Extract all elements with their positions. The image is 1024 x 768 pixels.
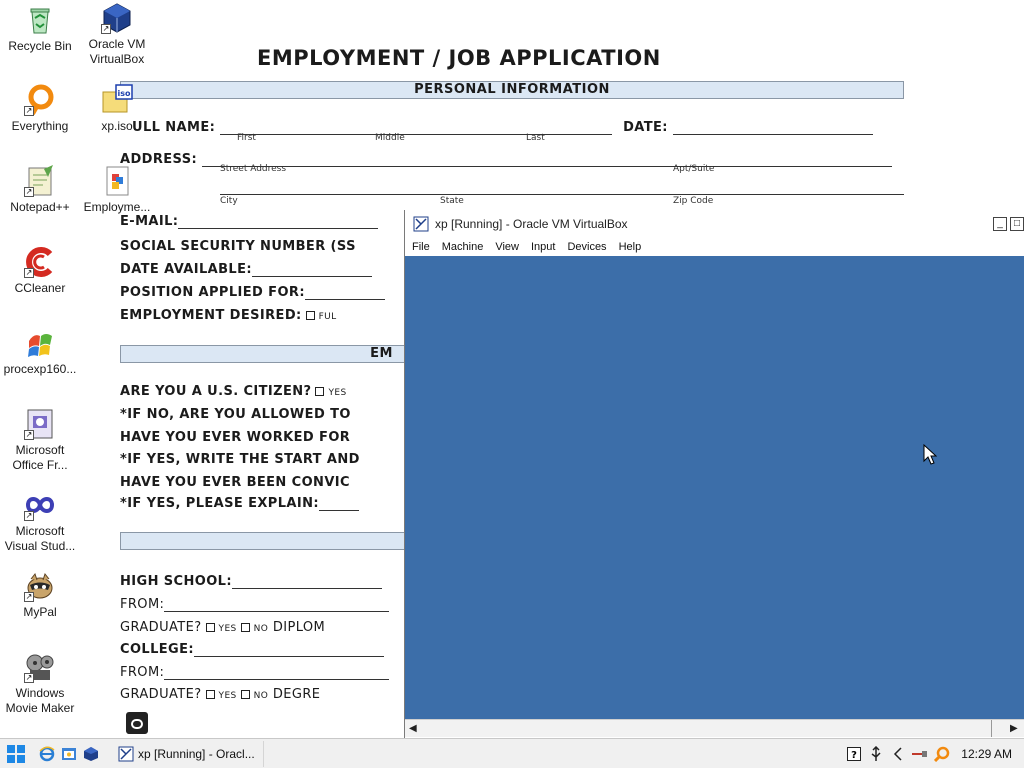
- desktop-icon-xp-iso[interactable]: iso xp.iso: [77, 84, 157, 134]
- date-available-row: DATE AVAILABLE:: [120, 262, 372, 277]
- taskbar-item-virtualbox[interactable]: [112, 741, 264, 767]
- quicklaunch-ie-icon[interactable]: [36, 743, 58, 765]
- menu-input[interactable]: Input: [530, 240, 556, 253]
- desktop-icon-ms-office-fr[interactable]: ↗ Microsoft Office Fr...: [0, 408, 80, 473]
- desktop-icon-employment-doc[interactable]: Employme...: [77, 165, 157, 215]
- position-row: POSITION APPLIED FOR:: [120, 285, 385, 300]
- date-label: DATE:: [623, 120, 668, 135]
- desktop-icon-everything[interactable]: ↗ Everything: [0, 84, 80, 134]
- office-framework-icon: ↗: [24, 408, 56, 440]
- desktop-icon-movie-maker[interactable]: ↗ Windows Movie Maker: [0, 651, 80, 716]
- virtualbox-task-icon: [118, 746, 134, 762]
- help-icon[interactable]: [845, 745, 863, 763]
- allowed-row: *IF NO, ARE YOU ALLOWED TO: [120, 407, 351, 422]
- maximize-button[interactable]: □: [1010, 217, 1024, 231]
- email-row: E-MAIL:: [120, 214, 378, 229]
- scroll-left-arrow-icon[interactable]: ◀: [409, 723, 417, 734]
- horizontal-scrollbar[interactable]: [405, 719, 1024, 737]
- last-caption: Last: [526, 133, 545, 143]
- taskbar: [0, 738, 1024, 768]
- middle-caption: Middle: [375, 133, 405, 143]
- desktop-icon-ccleaner[interactable]: ↗ CCleaner: [0, 246, 80, 296]
- menu-file[interactable]: File: [412, 240, 430, 253]
- start-end-row: *IF YES, WRITE THE START AND: [120, 452, 360, 467]
- menu-help[interactable]: Help: [618, 240, 642, 253]
- college-row: COLLEGE:: [120, 642, 384, 657]
- hs-graduate-row: GRADUATE? YES NO DIPLOM: [120, 620, 326, 635]
- usb-device-icon[interactable]: [867, 745, 885, 763]
- document-file-icon: [101, 165, 133, 197]
- first-caption: First: [237, 133, 256, 143]
- vm-menubar: [405, 237, 1024, 256]
- desktop-icon-virtualbox[interactable]: ↗ Oracle VM VirtualBox: [77, 2, 157, 67]
- virtualbox-window-icon: [413, 216, 429, 232]
- svg-text:?: ?: [851, 750, 858, 761]
- virtualbox-vm-window[interactable]: [404, 210, 1024, 738]
- taskbar-item-label: xp [Running] - Oracl...: [138, 746, 255, 761]
- high-school-row: HIGH SCHOOL:: [120, 574, 382, 589]
- iso-file-icon: [101, 84, 133, 116]
- college-graduate-row: GRADUATE? YES NO DEGRE: [120, 687, 321, 702]
- menu-view[interactable]: View: [495, 240, 519, 253]
- system-tray: [841, 739, 1024, 768]
- city-caption: City: [220, 196, 238, 206]
- window-title-bar[interactable]: [405, 210, 1024, 237]
- vm-display[interactable]: [405, 256, 1024, 719]
- windows-logo-icon: [7, 745, 25, 763]
- full-name-label: ULL NAME:: [132, 120, 216, 135]
- notepadpp-icon: ↗: [24, 165, 56, 197]
- quicklaunch-virtualbox-icon[interactable]: [80, 743, 102, 765]
- zip-caption: Zip Code: [673, 196, 714, 206]
- address-label: ADDRESS:: [120, 152, 198, 167]
- employment-desired-row: EMPLOYMENT DESIRED: FUL: [120, 308, 337, 323]
- taskbar-clock[interactable]: 12:29 AM: [961, 747, 1012, 761]
- desktop-icon-ms-visual-studio[interactable]: ↗ Microsoft Visual Stud...: [0, 489, 80, 554]
- desktop-icon-recycle-bin[interactable]: Recycle Bin: [0, 4, 80, 54]
- ssn-row: SOCIAL SECURITY NUMBER (SS: [120, 239, 356, 254]
- visual-studio-icon: ↗: [24, 489, 56, 521]
- process-explorer-icon: [24, 327, 56, 359]
- explain-row: *IF YES, PLEASE EXPLAIN:: [120, 496, 359, 511]
- state-caption: State: [440, 196, 464, 206]
- start-button[interactable]: [0, 739, 32, 768]
- network-cable-icon[interactable]: [911, 745, 929, 763]
- menu-machine[interactable]: Machine: [441, 240, 484, 253]
- street-caption: Street Address: [220, 164, 287, 174]
- quicklaunch-explorer-icon[interactable]: [58, 743, 80, 765]
- chevron-left-icon[interactable]: [889, 745, 907, 763]
- document-footer-icon: [126, 712, 148, 734]
- ccleaner-icon: ↗: [24, 246, 56, 278]
- movie-maker-icon: ↗: [24, 651, 56, 683]
- mouse-cursor-icon: [923, 444, 937, 466]
- personal-information-header: PERSONAL INFORMATION: [120, 81, 904, 99]
- virtualbox-icon: ↗: [101, 2, 133, 34]
- college-from-row: FROM:: [120, 665, 389, 680]
- minimize-button[interactable]: _: [993, 217, 1007, 231]
- desktop-icon-notepadpp[interactable]: ↗ Notepad++: [0, 165, 80, 215]
- worked-for-row: HAVE YOU EVER WORKED FOR: [120, 430, 351, 445]
- scroll-right-arrow-icon[interactable]: ▶: [1010, 723, 1018, 734]
- scrollbar-thumb-edge[interactable]: [991, 720, 992, 737]
- desktop-icon-mypal[interactable]: ↗ MyPal: [0, 570, 80, 620]
- mypal-raccoon-icon: ↗: [24, 570, 56, 602]
- apt-caption: Apt/Suite: [673, 164, 715, 174]
- desktop-icon-procexp[interactable]: procexp160...: [0, 327, 80, 377]
- window-title: xp [Running] - Oracle VM VirtualBox: [435, 216, 628, 231]
- menu-devices[interactable]: Devices: [567, 240, 607, 253]
- employment-section-header: EM: [120, 345, 904, 363]
- recycle-bin-icon: [24, 4, 56, 36]
- document-title: EMPLOYMENT / JOB APPLICATION: [257, 46, 661, 70]
- citizen-row: ARE YOU A U.S. CITIZEN? YES: [120, 384, 347, 399]
- everything-tray-icon[interactable]: [933, 745, 951, 763]
- hs-from-row: FROM:: [120, 597, 389, 612]
- everything-search-icon: ↗: [24, 84, 56, 116]
- svg-text:iso: iso: [117, 89, 131, 98]
- convicted-row: HAVE YOU EVER BEEN CONVIC: [120, 475, 350, 490]
